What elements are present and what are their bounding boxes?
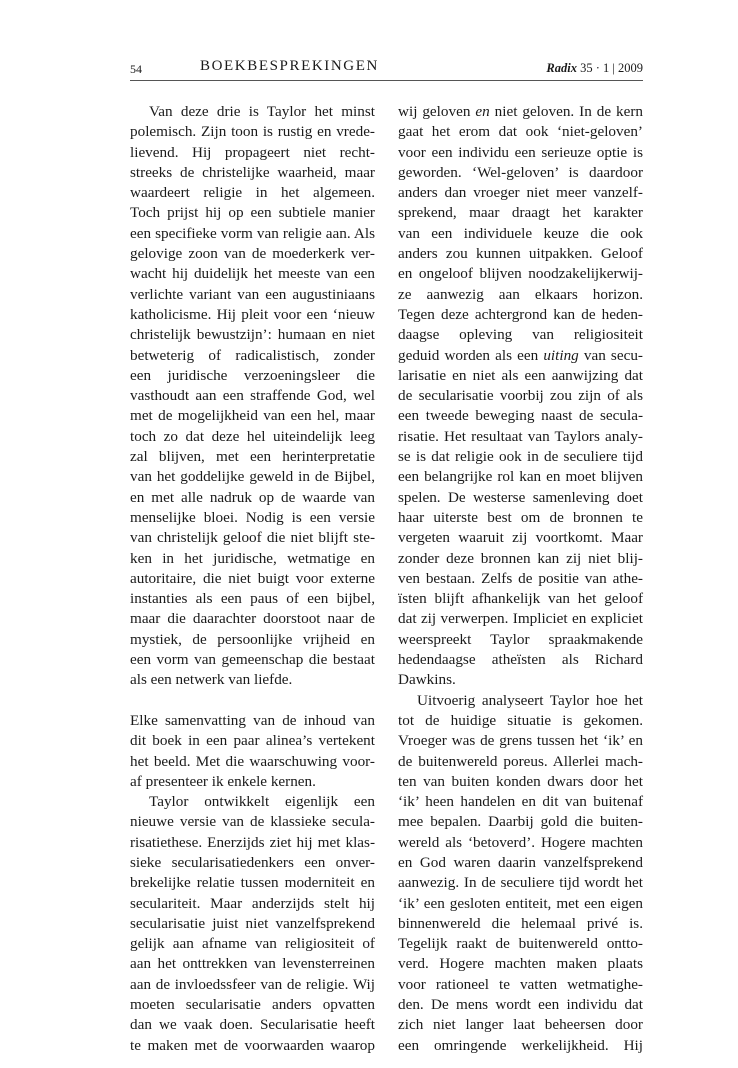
text-line: de secularisatie voorbij zou zijn of als [398,387,643,405]
text-line: seculariteit. Maar anderzijds stelt hij [130,894,375,912]
text-line: van een individuele keuze die ook [398,224,643,242]
journal-name: Radix [546,61,577,75]
text-line: dat zij verwerpen. Impliciet en expliciet [398,610,643,628]
text-line: geworden. ‘Wel-geloven’ is daardoor [398,163,643,181]
text-line: Uitvoerig analyseert Taylor hoe het [417,691,643,709]
text-line: anders dan vroeger niet meer vanzelf- [398,184,643,202]
text-line: binnenwereld die helemaal privé is. [398,914,643,932]
text-line: en ongeloof blijven noodzakelijkerwij- [398,265,643,283]
text-line: sieke secularisatiedenkers een onver- [130,853,375,871]
text-line: toch zo dat deze hel uiteindelijk leeg [130,427,375,445]
text-line: voor een individu een serieuze optie is [398,143,643,161]
text-line: daagse opleving van religiositeit [398,326,643,344]
text-line: gelijk aan afname van religiositeit of [130,935,375,953]
text-line: het beeld. Met die waarschuwing voor- [130,752,375,770]
text-line: den. De mens wordt een individu dat [398,996,643,1014]
text-line: sprekend, maar draagt het karakter [398,204,643,222]
text-line: moeten secularisatie anders opvatten [130,996,375,1014]
text-line: autoritaire, die niet buigt voor externe [130,569,375,587]
text-line: betweterig of radicalistisch, zonder [130,346,375,364]
text-line: dan we vaak doen. Secularisatie heeft [130,1016,375,1034]
text-line: een tweede beweging naast de secula- [398,407,643,425]
text-line: lievend. Hij propageert niet recht- [130,143,375,161]
text-column-right [398,102,643,1056]
text-line: Vroeger was de grens tussen het ‘ik’ en [398,732,643,750]
text-line: waardeert religie in het algemeen. [130,184,375,202]
text-line: haar uiterste best om de bronnen te [398,508,643,526]
text-line: Taylor ontwikkelt eigenlijk een [149,793,375,811]
text-line: nieuwe versie van de klassieke secula- [130,813,375,831]
text-line: wacht hij duidelijk het meeste van een [130,265,375,283]
emphasized-word: en [475,103,490,120]
text-line: vergeten waaruit zij voortkomt. Maar [398,529,643,547]
paragraph [398,102,643,691]
section-title: BOEKBESPREKINGEN [200,58,379,74]
text-line: Elke samenvatting van de inhoud van [130,711,375,729]
text-line: Tegelijk raakt de buitenwereld ontto- [398,935,643,953]
text-line: wij geloven en niet geloven. In de kern [398,103,643,120]
text-line: Toch prijst hij op een subtiele manier [130,204,375,222]
text-line: zich niet langer laat beheersen door [398,1016,643,1034]
text-line: ‘ik’ heen handelen en dit van buitenaf [398,793,643,811]
text-line: aan de invloedssfeer van de religie. Wij [130,975,375,993]
text-line: en God waren daarin vanzelfsprekend [398,853,643,871]
text-line: Dawkins. [398,671,456,689]
text-line: mystiek, de persoonlijke vrijheid en [130,630,375,648]
text-line: wereld als ‘betoverd’. Hogere machten [398,833,643,851]
text-line: een specifieke vorm van religie aan. Als [130,224,375,242]
text-line: menselijke bloei. Nodig is een versie [130,508,375,526]
text-line: aan het onttrekken van levensterreinen [130,955,375,973]
journal-reference [546,61,643,76]
text-line: streeks de christelijke waarheid, maar [130,163,375,181]
text-line: hedendaagse atheïsten als Richard [398,651,643,669]
text-line: aanwezig. In de seculiere tijd wordt het [398,874,643,892]
text-line: ‘ik’ een gesloten entiteit, met een eigen [398,894,643,912]
text-line: als een netwerk van liefde. [130,671,293,689]
text-line: een juridische verzoeningsleer die [130,366,375,384]
paragraph-spacer [130,691,375,711]
text-line: risatiethese. Enerzijds ziet hij met klas- [130,833,375,851]
text-line: ten van buiten konden dwars door het [398,772,643,790]
text-line: een omringende werkelijkheid. Hij [398,1036,643,1054]
text-line: dit boek in een paar alinea’s vertekent [130,732,375,750]
paragraph [398,691,643,1056]
text-line: gelovige zoon van de moederkerk ver- [130,245,375,263]
text-line: larisatie en niet als een aanwijzing dat [398,366,643,384]
text-line: verlichte variant van een augustiniaans [130,285,375,303]
text-line: anders zou kunnen uitpakken. Geloof [398,245,643,263]
text-line: met de mogelijkheid van een hel, maar [130,407,375,425]
text-line: tot de huidige situatie is gekomen. [398,711,643,729]
journal-issue: 35 · 1 | 2009 [580,61,643,75]
text-line: mee bepalen. Daarbij gold die buiten- [398,813,643,831]
text-line: van het goddelijke geweld in de Bijbel, [130,468,375,486]
text-line: instanties als een paus of een bijbel, [130,590,375,608]
paragraph [130,792,375,1056]
text-line: se is dat religie ook in de seculiere tijd [398,448,643,466]
text-line: geduid worden als een uiting van secu- [398,346,643,364]
text-line: weerspreekt Taylor spraakmakende [398,630,643,648]
emphasized-word: uiting [543,346,579,364]
text-line: vasthoudt aan een straffende God, wel [130,387,375,405]
text-line: zonder deze bronnen kan zij niet blij- [398,549,643,567]
text-line: en met alle nadruk op de waarde van [130,488,375,506]
text-line: polemisch. Zijn toon is rustig en vrede- [130,123,375,141]
page-number: 54 [130,62,142,76]
text-line: ken in het juridische, wetmatige en [130,549,375,567]
text-line: verd. Hogere machten maken plaats [398,955,643,973]
text-line: voor rationeel te vatten wetmatighe- [398,975,643,993]
text-line: spelen. De westerse samenleving doet [398,488,643,506]
text-column-left [130,102,375,1056]
paragraph [130,102,375,691]
text-line: ven bestaan. Zelfs de positie van athe- [398,569,643,587]
text-line: af presenteer ik enkele kernen. [130,772,316,790]
text-line: ze aanwezig aan elkaars horizon. [398,285,643,303]
text-line: Van deze drie is Taylor het minst [149,103,375,120]
text-line: zal blijven, met een herinterpretatie [130,448,375,466]
running-header [130,58,643,81]
text-line: risatie. Het resultaat van Taylors analy- [398,427,643,445]
text-line: secularisatie juist niet vanzelfsprekend [130,914,375,932]
text-line: te maken met de voorwaarden waarop [130,1036,375,1054]
text-line: van christelijk geloof die niet blijft ste- [130,529,375,547]
text-line: gaat het erom dat ook ‘niet-geloven’ [398,123,643,141]
text-line: Tegen deze achtergrond kan de heden- [398,305,643,323]
text-line: brekelijke relatie tussen moderniteit en [130,874,375,892]
text-line: ïsten blijft afhankelijk van het geloof [398,590,643,608]
paragraph [130,711,375,792]
text-line: maar die daarachter doorstoot naar de [130,610,375,628]
text-line: christelijk bewustzijn’: humaan en niet [130,326,375,344]
text-line: katholicisme. Hij pleit voor een ‘nieuw [130,305,375,323]
text-line: een belangrijke rol kan en moet blijven [398,468,643,486]
text-line: de buitenwereld poreus. Allerlei mach- [398,752,643,770]
text-line: een vorm van gemeenschap die bestaat [130,651,375,669]
